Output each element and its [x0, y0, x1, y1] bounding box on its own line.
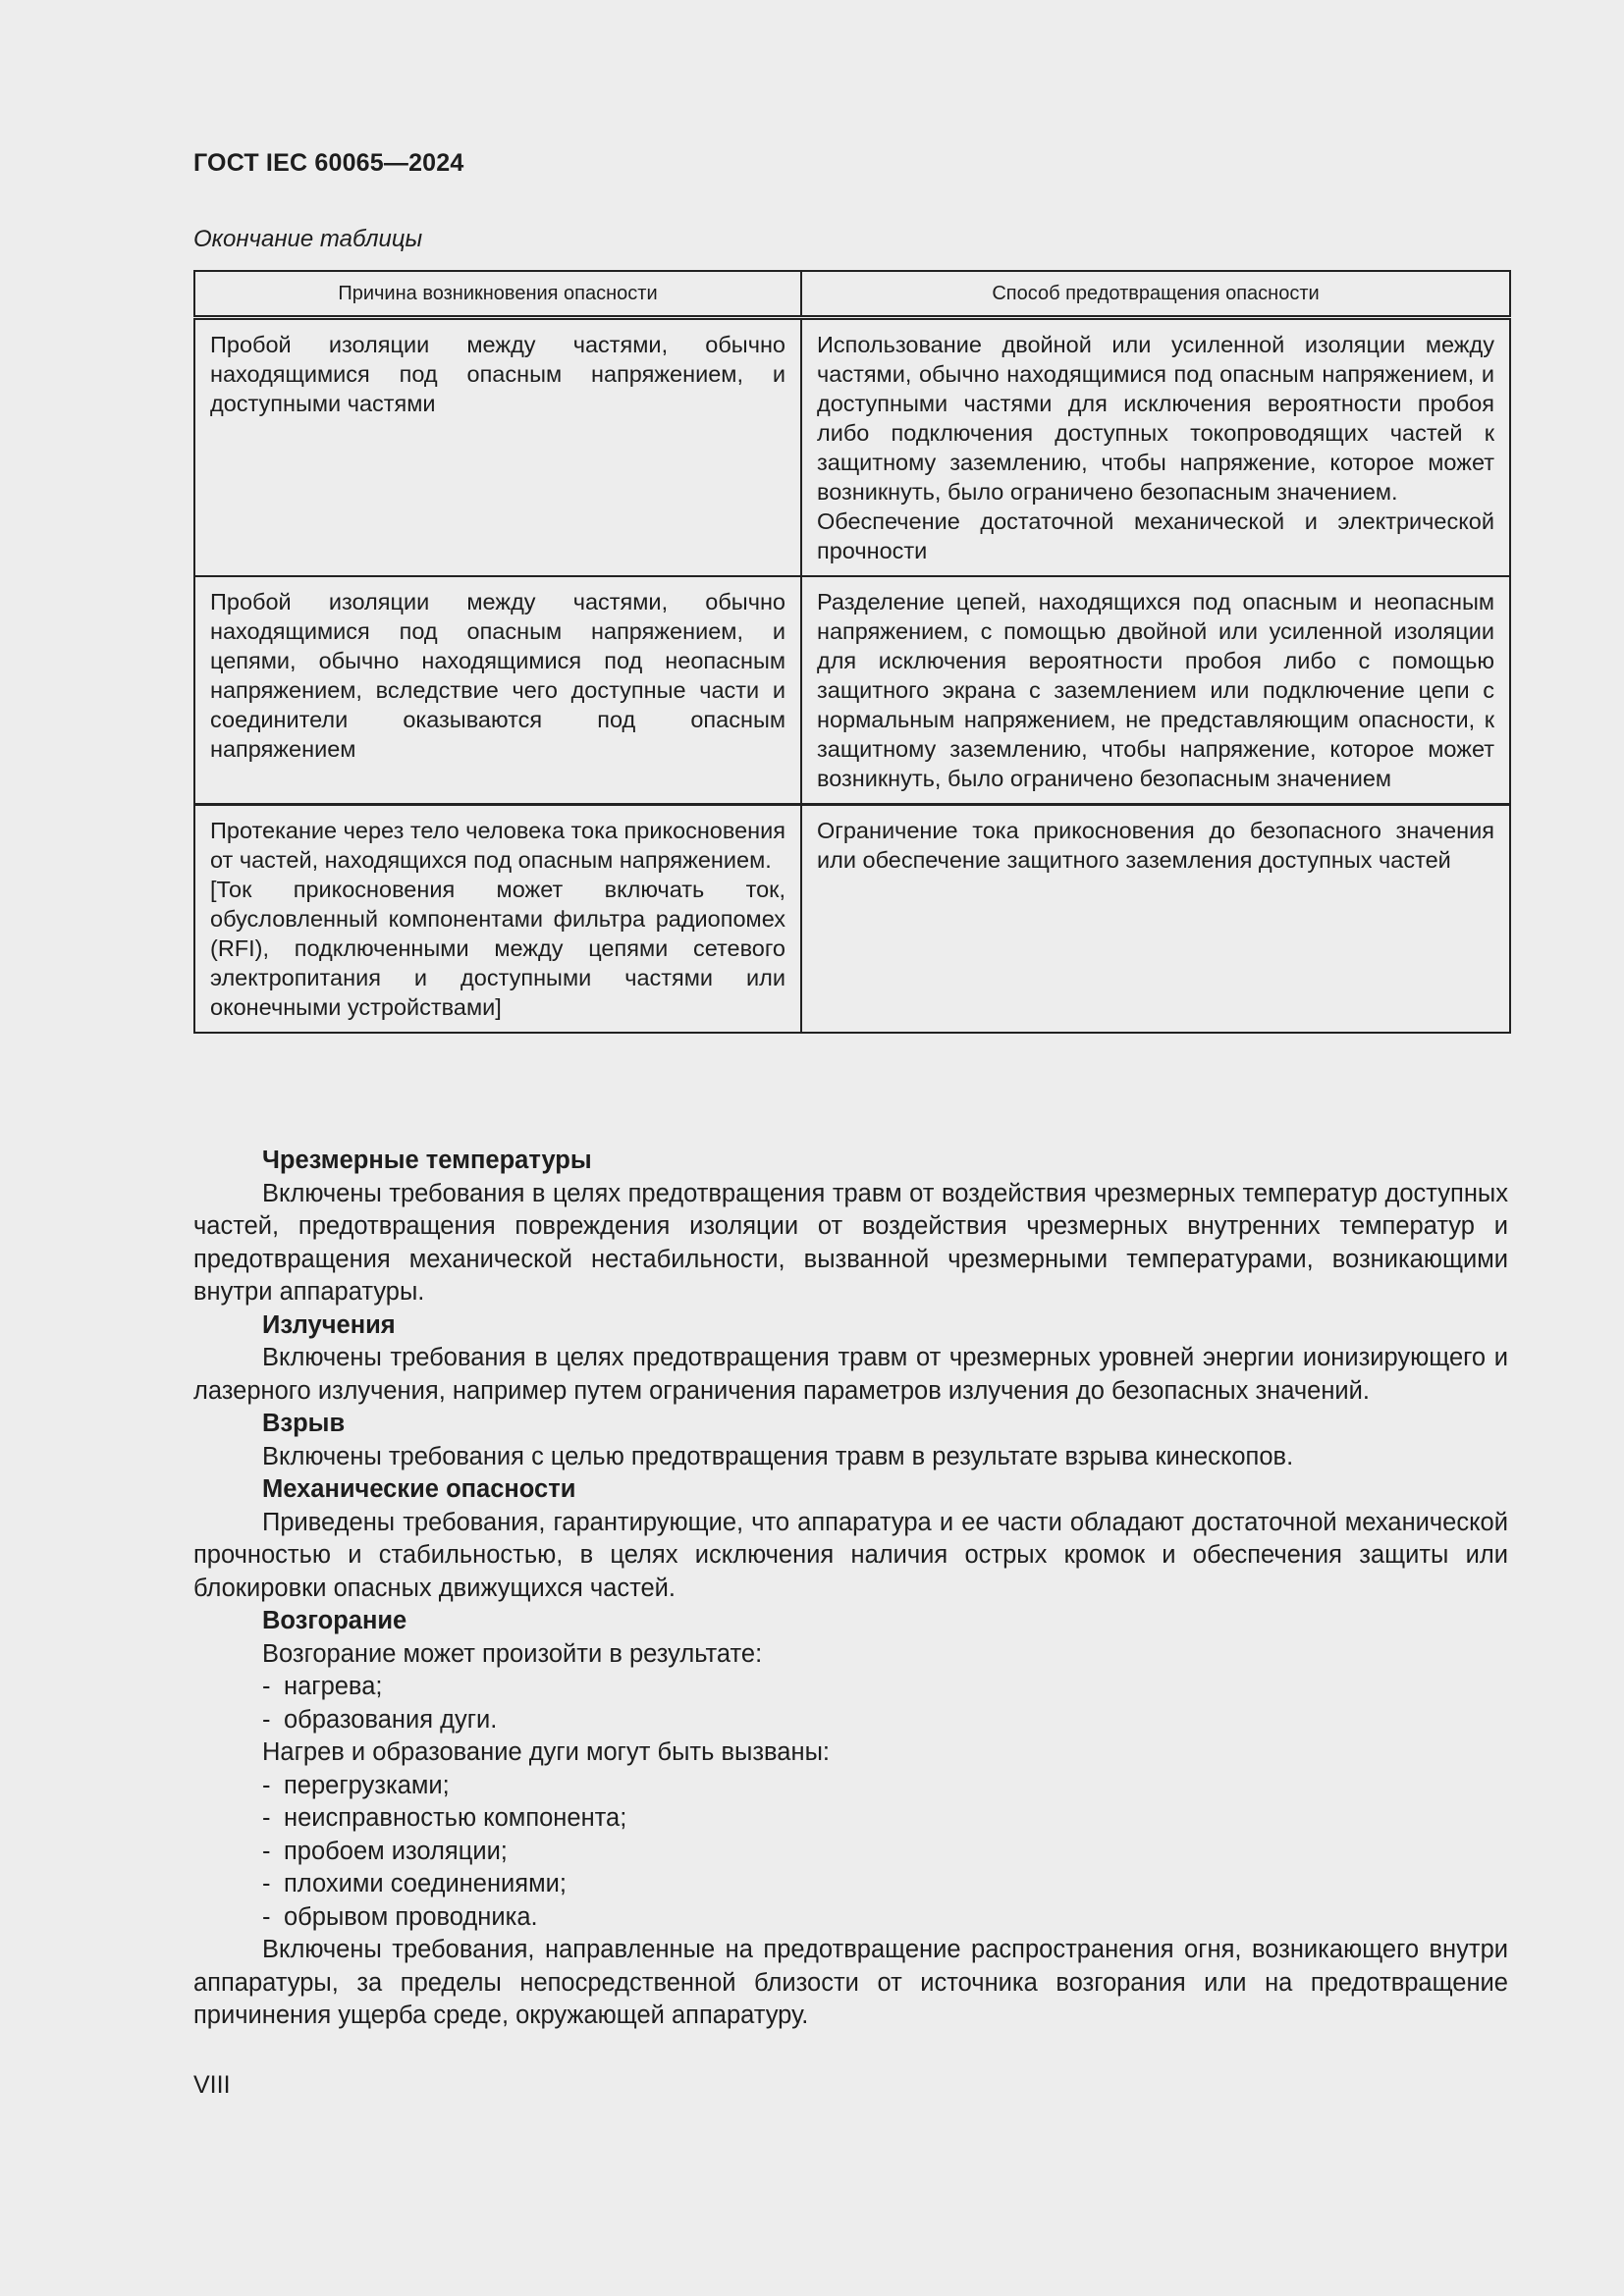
list-item-text: обрывом проводника.	[284, 1902, 538, 1931]
page-number: VIII	[193, 2071, 231, 2099]
list-item	[193, 1770, 1508, 1803]
list-item-text: плохими соединениями;	[284, 1870, 567, 1897]
fire-intro: Возгорание может произойти в результате:	[262, 1639, 763, 1668]
body-text	[193, 1145, 1508, 2033]
cell-text: Использование двойной или усиленной изоляции между частями, обычно находящимися под опасным напряжением, и доступными частями для исключения вероятности пробоя либо подключения доступных токопроводящих частей к защитному заземлению, чтобы напряжение, которое может возникнуть, было ограничено безопасным значением.	[817, 332, 1494, 505]
list-item-text: неисправностью компонента;	[284, 1804, 627, 1832]
cause-cell	[194, 318, 801, 577]
section-heading-implosion: Взрыв	[262, 1410, 346, 1437]
list-dash: -	[262, 1870, 271, 1897]
cell-text: Разделение цепей, находящихся под опасным и неопасным напряжением, с помощью двойной или усиленной изоляции для исключения вероятности пробоя либо с помощью защитного экрана с заземлением или подключение цепи с нормальным напряжением, не представляющим опасности, к защитному заземлению, чтобы напряжение, которое может возникнуть, было ограничено безопасным значением	[817, 589, 1494, 791]
table-row	[194, 318, 1510, 577]
section-paragraph: Включены требования в целях предотвращения травм от воздействия чрезмерных температур доступных частей, предотвращения повреждения изоляции от воздействия чрезмерных внутренних температур и предотвращения механической нестабильности, вызванной чрезмерными температурами, возникающими внутри аппаратуры.	[193, 1179, 1508, 1306]
cell-text: Ограничение тока прикосновения до безопасного значения или обеспечение защитного заземления доступных частей	[817, 818, 1494, 873]
table-header-row	[194, 271, 1510, 318]
list-item	[193, 1704, 1508, 1737]
section-heading-radiation: Излучения	[262, 1310, 396, 1339]
cell-text: Пробой изоляции между частями, обычно находящимися под опасным напряжением, и цепями, обычно находящимися под неопасным напряжением, вследствие чего доступные части и соединители оказываются под опасным напряжением	[210, 589, 785, 762]
cell-text: Пробой изоляции между частями, обычно находящимися под опасным напряжением, и доступными частями	[210, 332, 785, 416]
document-header: ГОСТ IEC 60065—2024	[193, 149, 464, 177]
section-paragraph: Включены требования с целью предотвращения травм в результате взрыва кинескопов.	[262, 1442, 1294, 1470]
list-dash: -	[262, 1771, 271, 1799]
list-item-text: нагрева;	[284, 1673, 383, 1700]
section-heading-fire: Возгорание	[262, 1607, 407, 1634]
cause-cell	[194, 576, 801, 805]
list-item-text: перегрузками;	[284, 1771, 450, 1799]
section-paragraph: Включены требования в целях предотвращения травм от чрезмерных уровней энергии ионизирующего и лазерного излучения, например путем ограничения параметров излучения до безопасных значений.	[193, 1344, 1508, 1405]
table-caption: Окончание таблицы	[193, 226, 423, 252]
list-item	[193, 1868, 1508, 1901]
table-row	[194, 805, 1510, 1034]
list-dash: -	[262, 1902, 271, 1931]
hazard-table	[193, 270, 1511, 1034]
column-header-cause: Причина возникновения опасности	[194, 271, 801, 318]
fire-causes-intro: Нагрев и образование дуги могут быть вызваны:	[262, 1738, 830, 1766]
table-row	[194, 576, 1510, 805]
list-item-text: образования дуги.	[284, 1705, 498, 1734]
cause-cell	[194, 805, 801, 1034]
list-dash: -	[262, 1804, 271, 1832]
list-dash: -	[262, 1673, 271, 1700]
list-item-text: пробоем изоляции;	[284, 1837, 508, 1865]
list-dash: -	[262, 1705, 271, 1734]
section-paragraph: Включены требования, направленные на предотвращение распространения огня, возникающего внутри аппаратуры, за пределы непосредственной близости от источника возгорания или на предотвращение причинения ущерба среде, окружающей аппаратуру.	[193, 1936, 1508, 2029]
list-item	[193, 1901, 1508, 1935]
list-item	[193, 1671, 1508, 1704]
list-item	[193, 1802, 1508, 1836]
section-heading-mechanical: Механические опасности	[262, 1475, 576, 1503]
cell-text: Протекание через тело человека тока прикосновения от частей, находящихся под опасным напряжением.	[210, 818, 785, 873]
column-header-prevention: Способ предотвращения опасности	[801, 271, 1510, 318]
prevention-cell	[801, 318, 1510, 577]
section-heading-temperatures: Чрезмерные температуры	[262, 1147, 592, 1174]
section-paragraph: Приведены требования, гарантирующие, что аппаратура и ее части обладают достаточной механической прочностью и стабильностью, в целях исключения наличия острых кромок и обеспечения защиты или блокировки опасных движущихся частей.	[193, 1508, 1508, 1602]
list-dash: -	[262, 1837, 271, 1865]
cell-text: [Ток прикосновения может включать ток, обусловленный компонентами фильтра радиопомех (RFI), подключенными между цепями сетевого электропитания и доступными частями или оконечными устройствами]	[210, 877, 785, 1020]
list-item	[193, 1836, 1508, 1869]
cell-text: Обеспечение достаточной механической и электрической прочности	[817, 508, 1494, 563]
prevention-cell	[801, 576, 1510, 805]
prevention-cell	[801, 805, 1510, 1034]
